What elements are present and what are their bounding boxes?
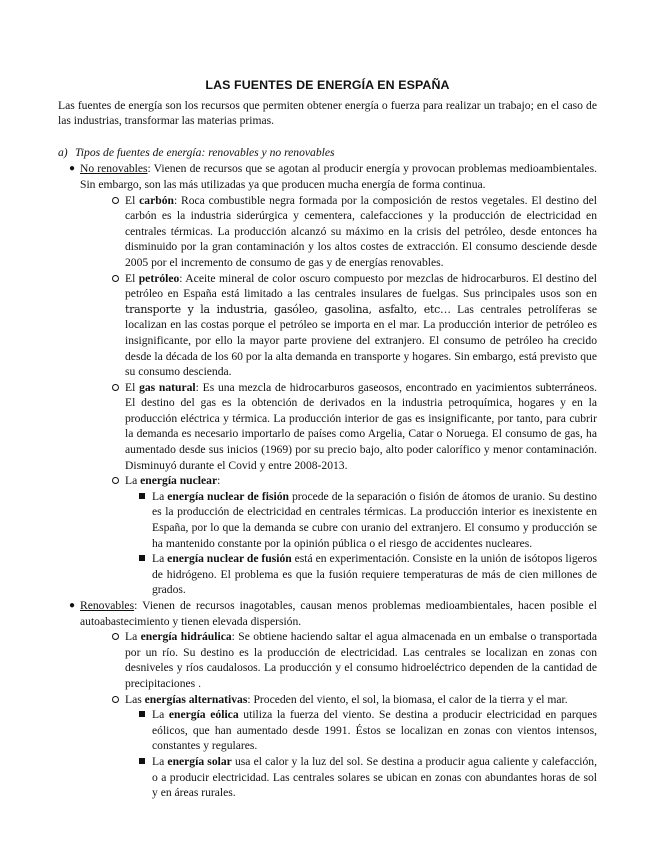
term-gas-natural: gas natural xyxy=(139,380,196,394)
circle-bullet-icon xyxy=(112,275,119,282)
square-bullet-icon xyxy=(139,758,145,764)
square-bullet-icon xyxy=(139,555,145,561)
term-fision: energía nuclear de fisión xyxy=(167,489,289,503)
list-item-renovables xyxy=(70,598,597,801)
no-renovables-sublist xyxy=(70,193,597,598)
circle-bullet-icon xyxy=(112,477,119,484)
square-bullet-icon xyxy=(139,711,145,717)
petroleo-uses: transporte y la industria, gasóleo, gasolina, asfalto, etc… xyxy=(125,302,451,316)
term-hidraulica: energía hidráulica xyxy=(140,630,232,644)
section-a-heading xyxy=(58,145,597,161)
list-item-gas-natural: El gas natural: Es una mezcla de hidrocarburos gaseosos, encontrado en yacimientos subterráneos. El destino del gas es la obtención de derivados en la industria petroquímica, hogares y en la producción eléctrica y térmica. La producción interior de gas es insignificante, por tanto, para cubrir la demanda es necesario importarlo de países como Argelia, Catar o Noruega. El consumo de gas, ha aumentado desde sus inicios (1969) por su precio bajo, alto poder calorífico y menor contaminación. Disminuyó durante el Covid y entre 2008-2013. xyxy=(112,380,597,474)
nuclear-sublist xyxy=(125,489,597,598)
circle-bullet-icon xyxy=(112,696,119,703)
circle-bullet-icon xyxy=(112,384,119,391)
document-title: LAS FUENTES DE ENERGÍA EN ESPAÑA xyxy=(205,78,450,92)
bullet-marker: ● xyxy=(69,600,76,611)
list-item-no-renovables xyxy=(70,161,597,598)
square-bullet-icon xyxy=(139,493,145,499)
term-solar: energía solar xyxy=(167,754,232,768)
no-renovables-label: No renovables xyxy=(80,162,148,176)
list-item-eolica: La energía eólica utiliza la fuerza del viento. Se destina a producir electricidad en parques eólicos, que han aumentado desde 1991. Éstos se localizan en zonas con vientos intensos, constantes y regulares. xyxy=(139,707,597,754)
circle-bullet-icon xyxy=(112,633,119,640)
list-item-fision: La energía nuclear de fisión procede de la separación o fisión de átomos de uranio. Su destino es la producción de electricidad en centrales térmicas. La producción interior es inexistente en España, por lo que la demanda se cubre con uranio del extranjero. El consumo y producción se ha mantenido constante por la opinión pública o el riesgo de accidentes nucleares. xyxy=(139,489,597,551)
term-alternativas: energías alternativas xyxy=(144,692,248,706)
energy-types-list xyxy=(58,161,597,800)
list-item-carbon: El carbón: Roca combustible negra formada por la composición de restos vegetales. El destino del carbón es la industria siderúrgica y cementera, calefacciones y la producción de electricidad en centrales térmicas. La producción alcanzó su máximo en la crisis del petróleo, desde entonces ha disminuido por la gran contaminación y los altos costes de extracción. El consumo desciende desde 2005 por el incremento de consumo de gas y de energías renovables. xyxy=(112,193,597,271)
term-energia-nuclear: energía nuclear xyxy=(140,474,218,488)
list-item-solar: La energía solar usa el calor y la luz del sol. Se destina a producir agua caliente y calefacción, o a producir electricidad. Las centrales solares se ubican en zonas con abundantes horas de sol y en áreas rurales. xyxy=(139,754,597,801)
list-item-hidraulica: La energía hidráulica: Se obtiene haciendo saltar el agua almacenada en un embalse o transportada por un río. Su destino es la producción de electricidad. Las centrales se localizan en zonas con desniveles y ríos caudalosos. La producción y el consumo hidroeléctrico dependen de la cantidad de precipitaciones . xyxy=(112,629,597,691)
list-item-petroleo: El petróleo: Aceite mineral de color oscuro compuesto por mezclas de hidrocarburos. El destino del petróleo en España está limitado a las centrales insulares de fuelgas. Sus principales usos son en transporte y la industria, gasóleo, gasolina, asfalto, etc… Las centrales petrolíferas se localizan en las costas porque el petróleo se importa en el mar. La producción interior de petróleo es insignificante, por ello la mayor parte proviene del extranjero. El consumo de petróleo ha crecido desde la década de los 60 por la alta demanda en transporte y hogares. Sin embargo, está previsto que su consumo descienda. xyxy=(112,271,597,380)
renovables-sublist xyxy=(70,629,597,801)
list-item-fusion: La energía nuclear de fusión está en experimentación. Consiste en la unión de isótopos ligeros de hidrógeno. El problema es que la fusión requiere temperaturas de más de cien millones de grados. xyxy=(139,551,597,598)
term-carbon: carbón xyxy=(139,193,174,207)
no-renovables-text: No renovables: Vienen de recursos que se agotan al producir energía y provocan problemas medioambientales. Sin embargo, son las más utilizadas ya que producen mucha energía de forma continua. xyxy=(80,162,597,191)
list-item-alternativas: Las energías alternativas: Proceden del viento, el sol, la biomasa, el calor de la tierra y el mar. La energía eólica utiliza la fuerza del viento. Se destina a producir electricidad en parques eólicos, que han aumentado desde 1991. Éstos se localizan en zonas con vientos intensos, constantes y regulares. La energía solar usa el calor y la luz del sol. Se destina a producir agua caliente y calefacción, o a producir electricidad. Las centrales solares se ubican en zonas con abundantes horas de sol y en áreas rurales. xyxy=(112,692,597,801)
circle-bullet-icon xyxy=(112,197,119,204)
section-a-title: Tipos de fuentes de energía: renovables y no renovables xyxy=(75,145,335,159)
renovables-label: Renovables xyxy=(80,599,135,612)
bullet-marker: ● xyxy=(69,163,76,175)
term-fusion: energía nuclear de fusión xyxy=(167,552,292,566)
renovables-text: Renovables: Vienen de recursos inagotables, causan menos problemas medioambientales, hacen posible el autoabastecimiento y tienen elevada dispersión. xyxy=(80,599,597,628)
term-eolica: energía eólica xyxy=(168,708,239,722)
list-item-energia-nuclear: La energía nuclear: La energía nuclear de fisión procede de la separación o fisión de átomos de uranio. Su destino es la producción de electricidad en centrales térmicas. La producción interior es inexistente en España, por lo que la demanda se cubre con uranio del extranjero. El consumo y producción se ha mantenido constante por la opinión pública o el riesgo de accidentes nucleares. La energía nuclear de fusión está en experimentación. Consiste en la unión de isótopos ligeros de hidrógeno. El problema es que la fusión requiere temperaturas de más de cien millones de grados. xyxy=(112,473,597,598)
term-petroleo: petróleo xyxy=(138,271,180,285)
alternativas-sublist xyxy=(125,707,597,801)
section-a-letter: a) xyxy=(58,145,68,159)
intro-paragraph: Las fuentes de energía son los recursos que permiten obtener energía o fuerza para realizar un trabajo; en el caso de las industrias, transformar las materias primas. xyxy=(58,98,597,128)
